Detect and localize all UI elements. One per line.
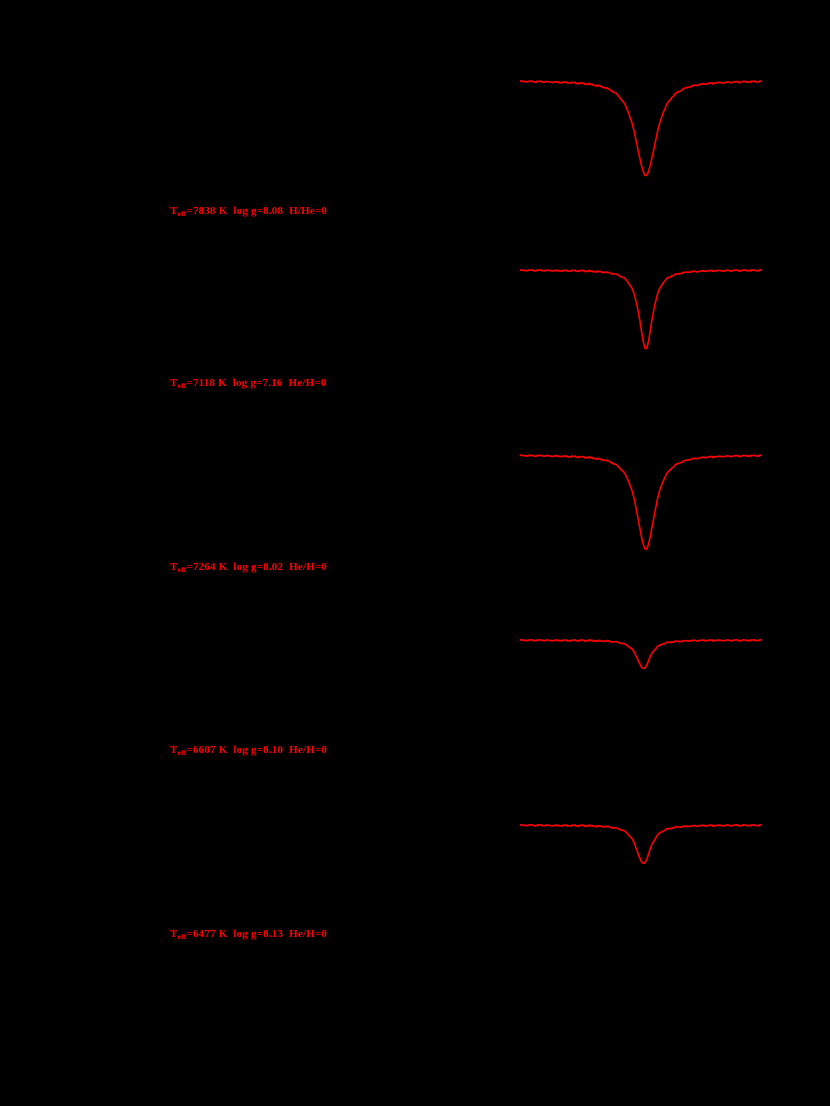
spectrum-panel-2	[0, 435, 830, 595]
teff-symbol-1: T	[170, 377, 178, 389]
panel-label-0	[170, 205, 327, 217]
logg-value-4: log g=8.13	[233, 928, 284, 940]
spectrum-line-2	[0, 435, 830, 595]
teff-symbol-4: T	[170, 928, 178, 940]
teff-subscript-4: eff	[177, 932, 187, 941]
spectrum-line-0	[0, 60, 830, 230]
panel-label-2	[170, 561, 327, 573]
spectrum-panel-3	[0, 620, 830, 780]
panel-label-3	[170, 744, 327, 756]
spectrum-line-4	[0, 805, 830, 965]
teff-subscript-1: eff	[177, 381, 187, 390]
logg-value-2: log g=8.02	[233, 561, 284, 573]
abundance-value-1: He/H=0	[288, 377, 327, 389]
logg-value-0: log g=8.08	[233, 205, 284, 217]
teff-value-3: =6607 K	[186, 744, 228, 756]
abundance-value-0: H/He=0	[289, 205, 328, 217]
logg-value-1: log g=7.16	[232, 377, 283, 389]
teff-value-0: =7838 K	[186, 205, 228, 217]
teff-symbol-2: T	[170, 561, 178, 573]
teff-value-4: =6477 K	[186, 928, 228, 940]
teff-subscript-3: eff	[177, 748, 187, 757]
teff-subscript-0: eff	[177, 209, 187, 218]
teff-symbol-3: T	[170, 744, 178, 756]
teff-symbol-0: T	[170, 205, 178, 217]
panel-label-1	[170, 377, 327, 389]
spectrum-panel-1	[0, 250, 830, 410]
abundance-value-4: He/H=0	[289, 928, 328, 940]
spectrum-line-1	[0, 250, 830, 410]
abundance-value-3: He/H=0	[289, 744, 328, 756]
panel-label-4	[170, 928, 327, 940]
spectrum-panel-0	[0, 60, 830, 230]
spectrum-panel-4	[0, 805, 830, 965]
abundance-value-2: He/H=0	[289, 561, 328, 573]
logg-value-3: log g=8.10	[233, 744, 284, 756]
spectrum-line-3	[0, 620, 830, 780]
teff-value-2: =7264 K	[186, 561, 228, 573]
teff-subscript-2: eff	[177, 565, 187, 574]
teff-value-1: =7118 K	[186, 377, 227, 389]
